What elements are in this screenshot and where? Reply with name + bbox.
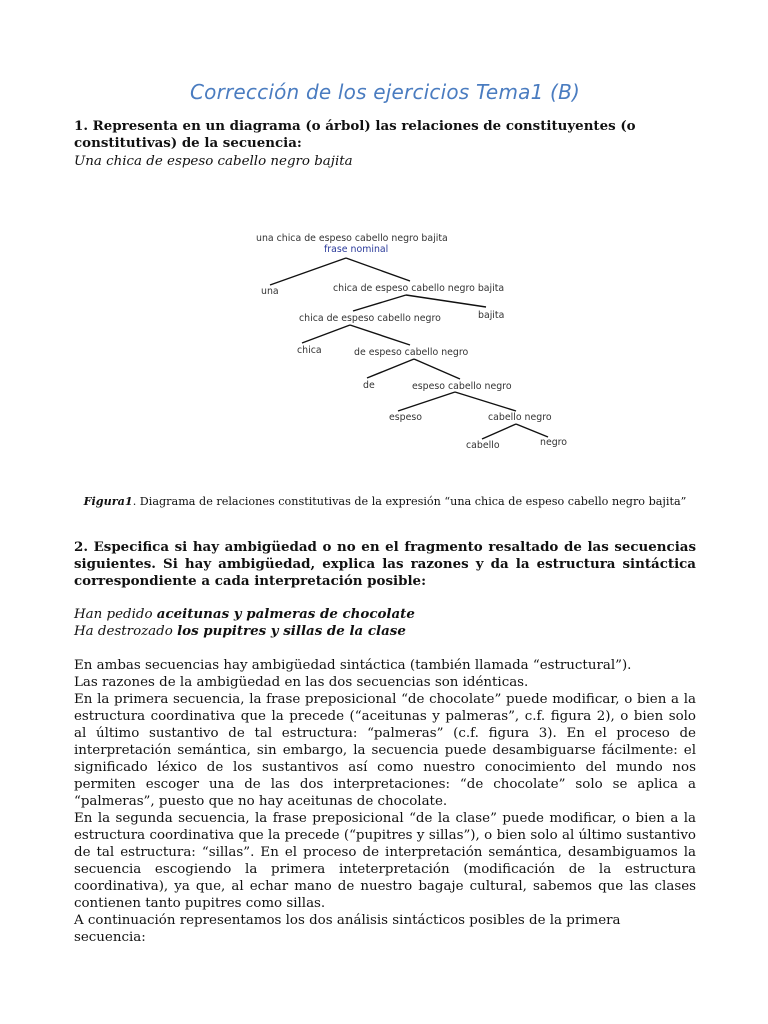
paragraph: En ambas secuencias hay ambigüedad sintáctica (también llamada “estructural”). (74, 658, 632, 673)
paragraph: En la primera secuencia, la frase preposicional “de chocolate” puede modificar, o bien a la estructura coordinativa que la precede (“aceitunas y palmeras”, c.f. figura 2), o bien solo al último sustantivo de tal estructura: “palmeras” (c.f. figura 3). En el proceso de interpretación semántica, sin embargo, la secuencia puede desambiguarse fácilmente: el significado léxico de los sustantivos así como nuestro conocimiento del mundo nos permiten escoger una de las dos interpretaciones: “de chocolate” solo se aplica a “palmeras”, puesto que no hay aceitunas de chocolate. (74, 692, 696, 809)
tree-node-de: de (363, 380, 375, 391)
tree-node-n2: chica de espeso cabello negro (299, 313, 441, 324)
tree-edge (350, 325, 410, 345)
paragraph: En la segunda secuencia, la frase preposicional “de la clase” puede modificar, o bien a la estructura coordinativa que la precede (“pupitres y sillas”), o bien solo al último sustantivo de tal estructura: “sillas”. En el proceso de interpretación semántica, desambiguamos la secuencia escogiendo la primera inteterpretación (modificación de la estructura coordinativa), ya que, al echar mano de nuestro bagaje cultural, sabemos que las clases contienen tanto pupitres como sillas. (74, 811, 696, 911)
example-sentence: Ha destrozado los pupitres y sillas de la clase (74, 623, 406, 639)
tree-edge (455, 392, 516, 411)
tree-node-chica: chica (297, 345, 322, 356)
answer-body (74, 657, 696, 946)
paragraph: A continuación representamos los dos análisis sintácticos posibles de la primera secuencia: (74, 913, 621, 945)
example-highlight: los pupitres y sillas de la clase (177, 623, 406, 639)
figure-caption-text: . Diagrama de relaciones constitutivas de la expresión “una chica de espeso cabello negro bajita” (132, 495, 687, 508)
figure-caption (74, 494, 696, 508)
tree-node-root-category: frase nominal (324, 244, 389, 255)
tree-node-bajita: bajita (478, 310, 505, 321)
tree-edge (414, 359, 460, 379)
tree-node-n5: cabello negro (488, 412, 552, 423)
paragraph: Las razones de la ambigüedad en las dos secuencias son idénticas. (74, 675, 529, 690)
question-1-example: Una chica de espeso cabello negro bajita (74, 154, 353, 169)
tree-node-negro: negro (540, 437, 568, 448)
tree-node-root: una chica de espeso cabello negro bajita (256, 233, 448, 244)
constituent-tree-diagram (250, 225, 568, 455)
examples-block (74, 606, 415, 640)
example-highlight: aceitunas y palmeras de chocolate (156, 606, 415, 622)
tree-edge (346, 258, 410, 281)
question-1: 1. Representa en un diagrama (o árbol) las relaciones de constituyentes (o constitutivas) de la secuencia: (74, 118, 636, 151)
tree-edge (398, 392, 455, 411)
figure-caption-label: Figura1 (83, 494, 133, 508)
tree-node-n4: espeso cabello negro (412, 381, 512, 392)
tree-edge (302, 325, 350, 343)
tree-node-n1: chica de espeso cabello negro bajita (333, 283, 505, 294)
tree-edge (353, 295, 406, 311)
page-title: Corrección de los ejercicios Tema1 (B) (189, 80, 580, 104)
tree-node-espeso: espeso (389, 412, 422, 423)
tree-node-una: una (261, 286, 279, 297)
tree-edge (516, 424, 548, 437)
tree-edge (270, 258, 346, 285)
question-2: 2. Especifica si hay ambigüedad o no en el fragmento resaltado de las secuencias siguientes. Si hay ambigüedad, explica las razones y da la estructura sintáctica correspondiente a cada interpretación posible: (74, 539, 696, 589)
tree-node-n3: de espeso cabello negro (354, 347, 469, 358)
example-sentence: Han pedido aceitunas y palmeras de chocolate (74, 606, 415, 622)
tree-node-cabello: cabello (466, 440, 500, 451)
tree-edge (367, 359, 414, 378)
tree-edge (482, 424, 516, 439)
tree-edge (406, 295, 486, 307)
